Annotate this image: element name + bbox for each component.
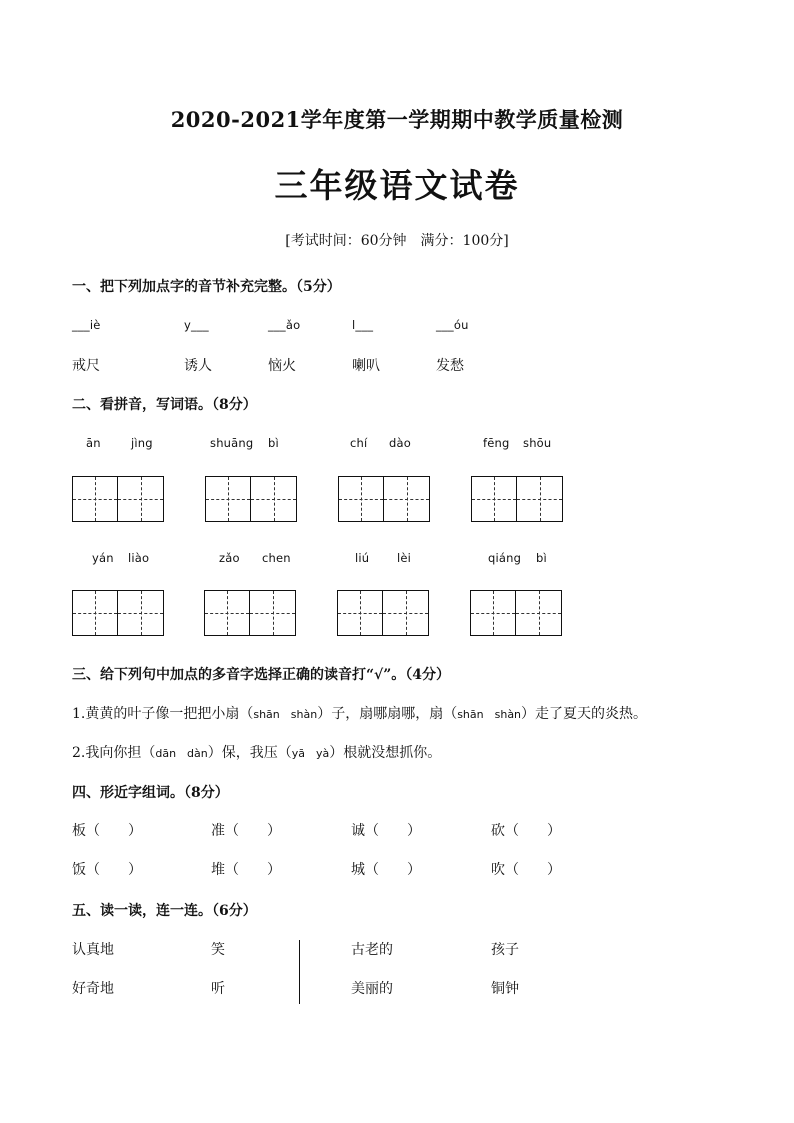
writing-grid-3[interactable] [338,476,430,522]
section2-r2-pinyin-1a: yán [92,551,114,565]
exam-title: 2020-2021学年度第一学期期中教学质量检测 [170,107,624,132]
writing-grid-6[interactable] [204,590,296,636]
grid-cell[interactable] [118,590,164,636]
match-left-adverb-1[interactable]: 认真地 [72,942,114,958]
match-left-verb-2[interactable]: 听 [211,981,225,997]
section5-heading: 五、读一读，连一连。（6分） [72,903,257,919]
grid-cell[interactable] [118,476,164,522]
grid-cell[interactable] [205,476,251,522]
writing-grid-1[interactable] [72,476,164,522]
grid-cell[interactable] [384,476,430,522]
writing-grid-2[interactable] [205,476,297,522]
section2-r2-pinyin-3a: liú [355,551,370,565]
section1-pinyin-4: l___ [352,318,374,332]
section1-word-1: 戒尺 [72,358,100,374]
q2-part-c: ）根就没想抓你。 [329,745,442,761]
section1-word-3: 恼火 [268,358,296,374]
q1-part-c: ）走了夏天的炎热。 [521,706,648,722]
q2-options-1: dān dàn [155,747,208,760]
q2-part-a: 2.我向你担（ [72,745,156,761]
section4-r2-item-2: 堆（ ） [211,862,281,878]
q1-options-1: shān shàn [253,708,318,721]
section2-r2-pinyin-2b: chen [262,551,291,565]
grid-cell[interactable] [517,476,563,522]
section1-pinyin-5: ___óu [436,318,469,332]
writing-grid-8[interactable] [470,590,562,636]
section1-word-4: 喇叭 [352,358,380,374]
grid-cell[interactable] [516,590,562,636]
grid-cell[interactable] [250,590,296,636]
section2-r1-pinyin-4b: shōu [523,436,552,450]
section2-r1-pinyin-4a: fēng [483,436,510,450]
section1-heading: 一、把下列加点字的音节补充完整。（5分） [72,279,341,295]
section4-r1-item-2: 准（ ） [211,823,281,839]
section3-question-1 [72,703,647,723]
grid-cell[interactable] [72,590,118,636]
section4-r1-item-1: 板（ ） [72,823,142,839]
q1-part-b: ）子，扇哪扇哪，扇（ [317,706,458,722]
writing-grid-5[interactable] [72,590,164,636]
match-left-verb-1[interactable]: 笑 [211,942,225,958]
section1-pinyin-1: ___iè [72,318,101,332]
grid-cell[interactable] [251,476,297,522]
match-right-noun-1[interactable]: 孩子 [491,942,519,958]
section4-r2-item-3: 城（ ） [351,862,421,878]
q2-options-2: yā yà [291,747,330,760]
section2-r2-pinyin-4b: bì [536,551,547,565]
section4-r1-item-4: 砍（ ） [491,823,561,839]
section2-heading: 二、看拼音，写词语。（8分） [72,397,257,413]
section2-r1-pinyin-1b: jìng [131,436,153,450]
q1-options-2: shān shàn [457,708,522,721]
match-right-adj-1[interactable]: 古老的 [351,942,393,958]
section2-r2-pinyin-3b: lèi [397,551,412,565]
section4-r2-item-4: 吹（ ） [491,862,561,878]
section4-r2-item-1: 饭（ ） [72,862,142,878]
section2-r1-pinyin-2a: shuāng [210,436,254,450]
divider-line [299,940,300,1004]
section1-pinyin-2: y___ [184,318,209,332]
section1-word-2: 诱人 [184,358,212,374]
grid-cell[interactable] [72,476,118,522]
grid-cell[interactable] [471,476,517,522]
section2-r1-pinyin-3b: dào [389,436,411,450]
section3-question-2 [72,742,441,762]
section1-word-5: 发愁 [436,358,464,374]
exam-subtitle: 三年级语文试卷 [274,166,520,205]
section2-r1-pinyin-3a: chí [350,436,368,450]
section3-heading: 三、给下列句中加点的多音字选择正确的读音打“√”。（4分） [72,667,451,683]
q1-part-a: 1.黄黄的叶子像一把把小扇（ [72,706,254,722]
section2-r1-pinyin-1a: ān [86,436,101,450]
match-right-noun-2[interactable]: 铜钟 [491,981,519,997]
section4-heading: 四、形近字组词。（8分） [72,785,229,801]
match-left-adverb-2[interactable]: 好奇地 [72,981,114,997]
writing-grid-7[interactable] [337,590,429,636]
writing-grid-4[interactable] [471,476,563,522]
section2-r2-pinyin-1b: liào [128,551,150,565]
grid-cell[interactable] [338,476,384,522]
grid-cell[interactable] [383,590,429,636]
match-right-adj-2[interactable]: 美丽的 [351,981,393,997]
section2-r2-pinyin-2a: zǎo [219,551,240,565]
section1-pinyin-3: ___ǎo [268,318,301,332]
grid-cell[interactable] [337,590,383,636]
exam-info: [考试时间：60分钟 满分：100分] [285,233,509,249]
q2-part-b: ）保，我压（ [207,745,292,761]
grid-cell[interactable] [470,590,516,636]
grid-cell[interactable] [204,590,250,636]
section2-r1-pinyin-2b: bì [268,436,279,450]
section2-r2-pinyin-4a: qiáng [488,551,522,565]
section4-r1-item-3: 诚（ ） [351,823,421,839]
